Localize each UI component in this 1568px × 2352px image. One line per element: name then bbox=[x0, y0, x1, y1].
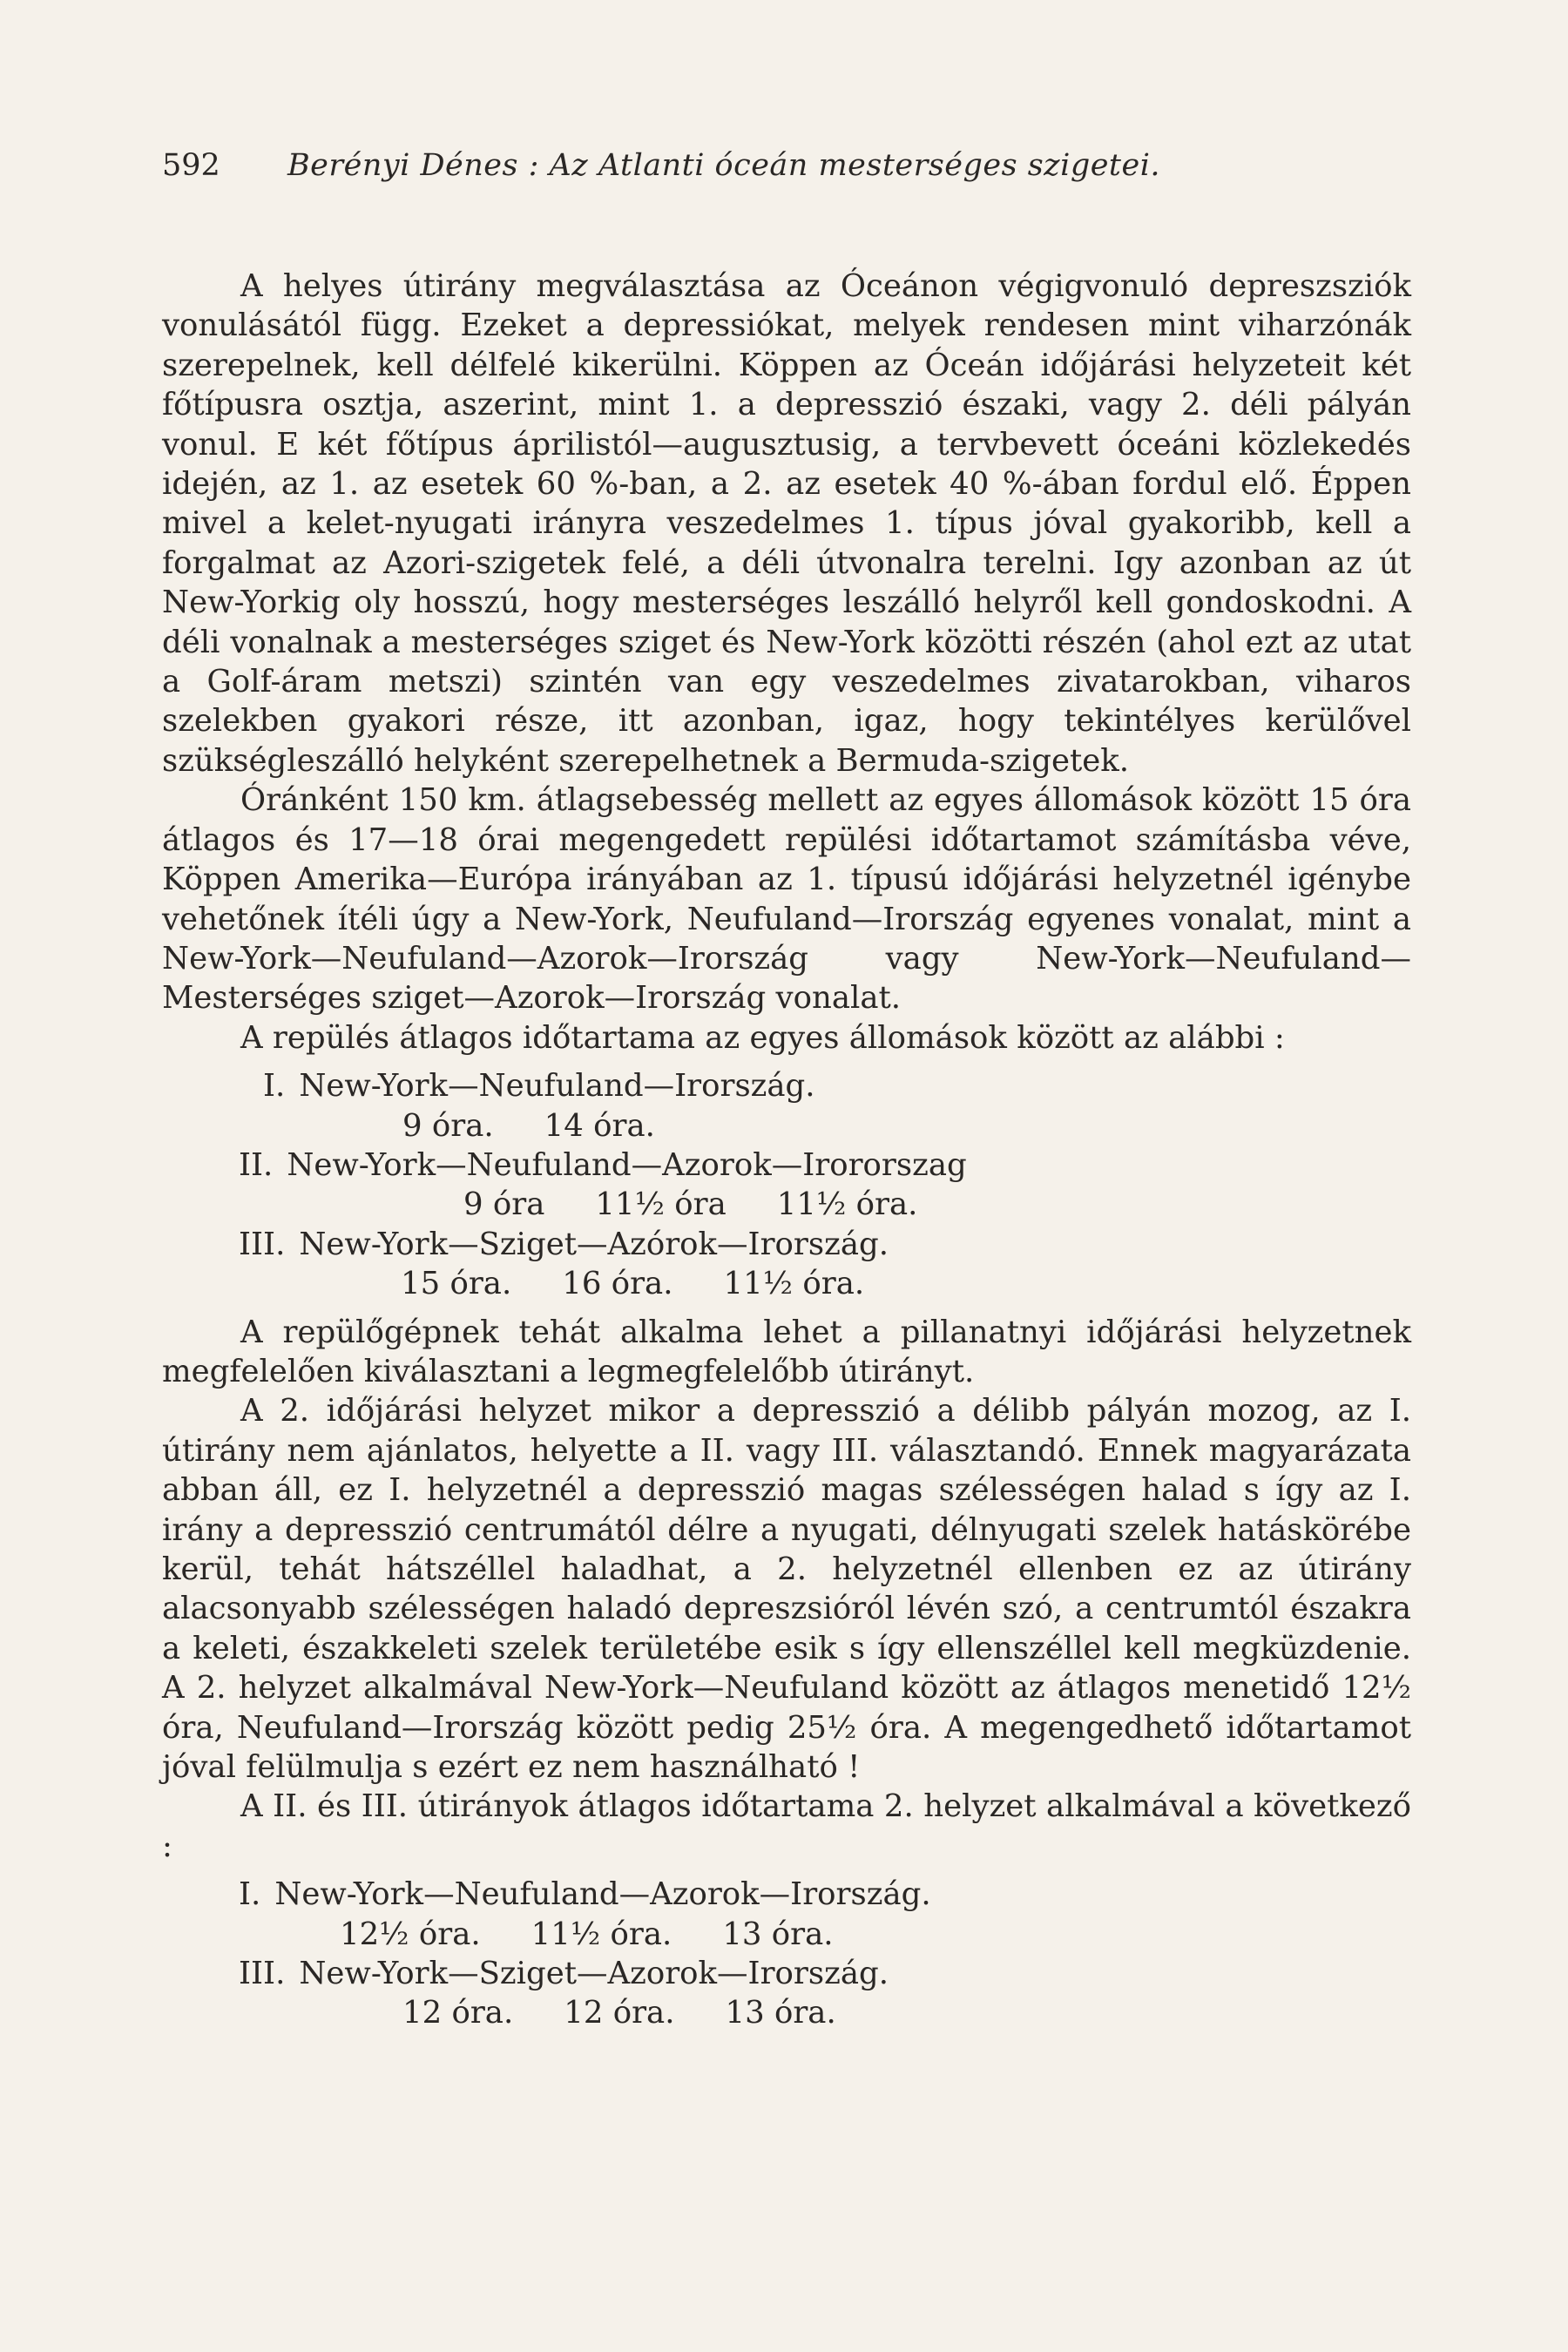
route-label: III. bbox=[239, 1226, 286, 1262]
paragraph-1: A helyes útirány megválasztása az Óceánon végigvonuló depreszsziók vonulásától függ. Ezeket a depressiókat, melyek rendesen mint viharzónák szerepelnek, kell délfelé kikerülni. Köppen az Óceán időjárási helyzeteit két főtípusra osztja, aszerint, mint 1. a depresszió északi, vagy 2. déli pályán vonul. E két főtípus áprilistól—augusztusig, a tervbevett óceáni közlekedés idején, az 1. az esetek 60 %-ban, a 2. az esetek 40 %-ában fordul elő. Éppen mivel a kelet-nyugati irányra veszedelmes 1. típus jóval gyakoribb, kell a forgalmat az Azori-szigetek felé, a déli útvonalra terelni. Igy azonban az út New-Yorkig oly hosszú, hogy mesterséges leszálló helyről kell gondoskodni. A déli vonalnak a mesterséges sziget és New-York közötti részén (ahol ezt az utat a Golf-áram metszi) szintén van egy veszedelmes zivatarokban, viharos szelekben gyakori része, itt azonban, igaz, hogy tekintélyes kerülővel szükségleszálló helyként szerepelhetnek a Bermuda-szigetek. bbox=[162, 268, 1411, 779]
route-label: I. bbox=[263, 1068, 286, 1105]
route-row bbox=[162, 1146, 1411, 1185]
route-label: III. bbox=[239, 1956, 286, 1992]
time-value: 9 óra bbox=[463, 1186, 545, 1223]
route-row bbox=[162, 1066, 1411, 1105]
running-title: Berényi Dénes : Az Atlanti óceán mesterséges szigetei. bbox=[287, 148, 1161, 183]
time-row bbox=[162, 1185, 1411, 1224]
time-value: 12½ óra. bbox=[340, 1916, 481, 1952]
flight-times-table-2 bbox=[162, 1875, 1411, 2033]
time-value: 14 óra. bbox=[544, 1107, 655, 1144]
route-name: New-York—Sziget—Azórok—Irország. bbox=[299, 1226, 889, 1262]
paragraph-5: A 2. időjárási helyzet mikor a depresszió a délibb pályán mozog, az I. útirány nem ajánlatos, helyette a II. vagy III. választandó. Ennek magyarázata abban áll, ez I. helyzetnél a depresszió magas szélességen halad s így az I. irány a depresszió centrumától délre a nyugati, délnyugati szelek hatáskörébe kerül, tehát hátszéllel haladhat, a 2. helyzetnél ellenben ez az útirány alacsonyabb szélességen haladó depreszsióról lévén szó, a centrumtól északra a keleti, északkeleti szelek területébe esik s így ellenszéllel kell megküzdenie. A 2. helyzet alkalmával New-York—Neufuland között az átlagos menetidő 12½ óra, Neufuland—Irország között pedig 25½ óra. A megengedhető időtartamot jóval felülmulja s ezért ez nem használható ! bbox=[162, 1393, 1411, 1786]
time-row bbox=[162, 1915, 1411, 1954]
time-value: 12 óra. bbox=[564, 1995, 675, 2031]
route-name: New-York—Neufuland—Irország. bbox=[299, 1068, 815, 1105]
time-value: 11½ óra bbox=[595, 1186, 727, 1223]
time-value: 11½ óra. bbox=[776, 1186, 918, 1223]
route-label: II. bbox=[239, 1146, 274, 1183]
time-value: 11½ óra. bbox=[531, 1916, 672, 1952]
route-name: New-York—Sziget—Azorok—Irország. bbox=[299, 1956, 889, 1992]
route-name: New-York—Neufuland—Azorok—Irororszag bbox=[287, 1146, 967, 1183]
time-row bbox=[162, 1993, 1411, 2032]
paragraph-3: A repülés átlagos időtartama az egyes állomások között az alábbi : bbox=[240, 1019, 1285, 1056]
time-row bbox=[162, 1264, 1411, 1303]
route-row bbox=[162, 1954, 1411, 1993]
time-value: 13 óra. bbox=[722, 1916, 834, 1952]
paragraph-4: A repülőgépnek tehát alkalma lehet a pillanatnyi időjárási helyzetnek megfelelően kiválasztani a legmegfelelőbb útirányt. bbox=[162, 1314, 1411, 1389]
route-name: New-York—Neufuland—Azorok—Irország. bbox=[274, 1876, 931, 1913]
time-value: 12 óra. bbox=[402, 1995, 514, 2031]
time-value: 9 óra. bbox=[402, 1107, 494, 1144]
flight-times-table-1 bbox=[162, 1066, 1411, 1303]
page-number: 592 bbox=[162, 148, 220, 183]
route-row bbox=[162, 1875, 1411, 1914]
time-value: 15 óra. bbox=[401, 1266, 512, 1302]
time-row bbox=[162, 1106, 1411, 1146]
body-text bbox=[162, 267, 1411, 2042]
time-value: 13 óra. bbox=[725, 1995, 836, 2031]
page-header bbox=[162, 146, 1408, 185]
paragraph-6: A II. és III. útirányok átlagos időtartama 2. helyzet alkalmával a következő : bbox=[162, 1788, 1411, 1864]
time-value: 11½ óra. bbox=[723, 1266, 865, 1302]
route-label: I. bbox=[239, 1876, 261, 1913]
route-row bbox=[162, 1225, 1411, 1264]
paragraph-2: Óránként 150 km. átlagsebesség mellett az egyes állomások között 15 óra átlagos és 17—18 órai megengedett repülési időtartamot számításba véve, Köppen Amerika—Európa irányában az 1. típusú időjárási helyzetnél igénybe vehetőnek ítéli úgy a New-York, Neufuland—Irország egyenes vonalat, mint a New-York—Neufuland—Azorok—Irország vagy New-York—Neufuland—Mesterséges sziget—Azorok—Irország vonalat. bbox=[162, 782, 1411, 1017]
time-value: 16 óra. bbox=[562, 1266, 673, 1302]
